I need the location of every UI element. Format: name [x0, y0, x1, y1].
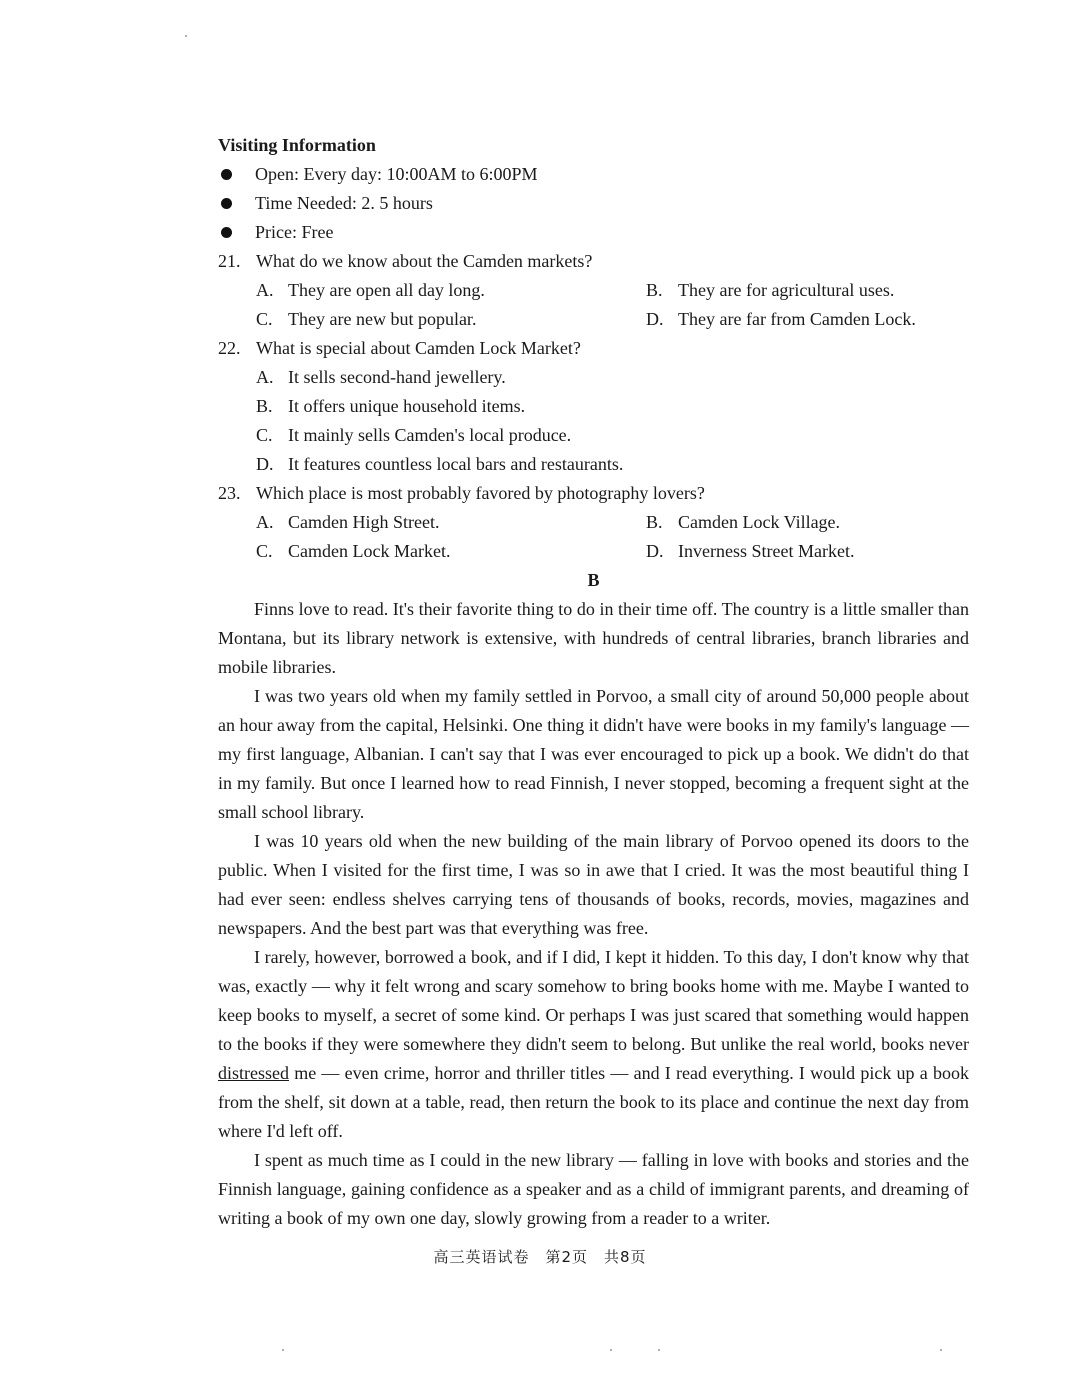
bullet-icon	[218, 198, 255, 209]
option-letter: A.	[256, 512, 274, 532]
option-text: They are far from Camden Lock.	[678, 309, 916, 329]
option-text: Camden Lock Market.	[288, 541, 451, 561]
footer-page-number: 第2页	[545, 1248, 588, 1266]
paragraph-text: I was 10 years old when the new building of the main library of Porvoo opened its doors to the public. When I visited for the first time, I was so in awe that I cried. It was the most beautiful thing I had ever seen: endless shelves carrying tens of thousands of books, records, movies, magazines and newspapers. And the best part was that everything was free.	[218, 831, 969, 938]
question-text: Which place is most probably favored by photography lovers?	[256, 483, 705, 503]
visiting-info-text: Open: Every day: 10:00AM to 6:00PM	[255, 164, 538, 184]
paragraph-text: I was two years old when my family settled in Porvoo, a small city of around 50,000 people about an hour away from the capital, Helsinki. One thing it didn't have were books in my family's language — my first language, Albanian. I can't say that I was ever encouraged to pick up a book. We didn't do that in my family. But once I learned how to read Finnish, I never stopped, becoming a frequent sight at the small school library.	[218, 686, 969, 822]
question-23	[218, 479, 969, 566]
paragraph-text: I rarely, however, borrowed a book, and if I did, I kept it hidden. To this day, I don't know why that was, exactly — why it felt wrong and scary somehow to bring books home with me. Maybe I wanted to keep books to myself, a secret of some kind. Or perhaps I was just scared that something would happen to the books if they were somewhere they didn't seem to belong. But unlike the real world, books never	[218, 947, 969, 1054]
visiting-info-text: Time Needed: 2. 5 hours	[255, 193, 433, 213]
passage-paragraph	[218, 1146, 969, 1233]
bullet-icon	[218, 169, 255, 180]
option-letter: D.	[646, 309, 664, 329]
passage-paragraph	[218, 943, 969, 1146]
option-row	[218, 508, 969, 537]
option-text: It features countless local bars and restaurants.	[288, 454, 624, 474]
question-number: 21.	[218, 251, 241, 271]
option-text: It offers unique household items.	[288, 396, 526, 416]
paragraph-text: me — even crime, horror and thriller titles — and I read everything. I would pick up a book from the shelf, sit down at a table, read, then return the book to its place and continue the next day from where I'd left off.	[218, 1063, 969, 1141]
option-a	[256, 508, 646, 537]
option-letter: C.	[256, 541, 273, 561]
option-b	[646, 508, 840, 537]
option-letter: A.	[256, 280, 274, 300]
part-b-title: B	[587, 570, 600, 590]
scan-speck	[658, 1349, 660, 1351]
option-b	[218, 392, 969, 421]
question-number: 23.	[218, 483, 241, 503]
visiting-info-title: Visiting Information	[218, 135, 376, 155]
option-letter: C.	[256, 425, 273, 445]
option-text: It sells second-hand jewellery.	[288, 367, 506, 387]
option-a	[256, 276, 646, 305]
question-stem	[218, 247, 969, 276]
option-d	[646, 537, 854, 566]
visiting-info-text: Price: Free	[255, 222, 334, 242]
option-text: It mainly sells Camden's local produce.	[288, 425, 572, 445]
visiting-info-list	[218, 160, 969, 247]
question-text: What do we know about the Camden markets?	[256, 251, 593, 271]
option-letter: C.	[256, 309, 273, 329]
scan-speck	[940, 1349, 942, 1351]
paragraph-text: I spent as much time as I could in the new library — falling in love with books and stories and the Finnish language, gaining confidence as a speaker and as a child of immigrant parents, and dreaming of writing a book of my own one day, slowly growing from a reader to a writer.	[218, 1150, 969, 1228]
option-text: They are open all day long.	[288, 280, 485, 300]
option-c	[256, 537, 646, 566]
option-a	[218, 363, 969, 392]
option-row	[218, 276, 969, 305]
reading-passage	[218, 595, 969, 1233]
scan-speck	[610, 1349, 612, 1351]
bullet-icon	[218, 227, 255, 238]
option-text: Inverness Street Market.	[678, 541, 855, 561]
passage-paragraph	[218, 682, 969, 827]
page-footer	[0, 1246, 1080, 1268]
scan-speck	[185, 35, 187, 37]
question-21	[218, 247, 969, 334]
footer-exam-title: 高三英语试卷	[433, 1248, 530, 1266]
visiting-info-item	[218, 218, 969, 247]
option-text: They are for agricultural uses.	[678, 280, 895, 300]
underlined-word: distressed	[218, 1063, 289, 1083]
option-d	[218, 450, 969, 479]
option-row	[218, 537, 969, 566]
question-stem	[218, 334, 969, 363]
option-d	[646, 305, 916, 334]
option-row	[218, 305, 969, 334]
option-text: They are new but popular.	[288, 309, 477, 329]
option-letter: A.	[256, 367, 274, 387]
footer-total-pages: 共8页	[604, 1248, 647, 1266]
question-number: 22.	[218, 338, 241, 358]
passage-paragraph	[218, 827, 969, 943]
option-text: Camden Lock Village.	[678, 512, 841, 532]
paragraph-text: Finns love to read. It's their favorite thing to do in their time off. The country is a little smaller than Montana, but its library network is extensive, with hundreds of central libraries, branch libraries and mobile libraries.	[218, 599, 969, 677]
option-text: Camden High Street.	[288, 512, 440, 532]
visiting-info-item	[218, 160, 969, 189]
option-letter: D.	[256, 454, 274, 474]
option-letter: D.	[646, 541, 664, 561]
question-stem	[218, 479, 969, 508]
passage-paragraph	[218, 595, 969, 682]
option-c	[256, 305, 646, 334]
question-22	[218, 334, 969, 479]
option-b	[646, 276, 894, 305]
option-letter: B.	[646, 512, 663, 532]
option-letter: B.	[646, 280, 663, 300]
option-c	[218, 421, 969, 450]
scan-speck	[282, 1349, 284, 1351]
page-content	[218, 131, 969, 1233]
option-letter: B.	[256, 396, 273, 416]
question-text: What is special about Camden Lock Market?	[256, 338, 581, 358]
visiting-info-item	[218, 189, 969, 218]
